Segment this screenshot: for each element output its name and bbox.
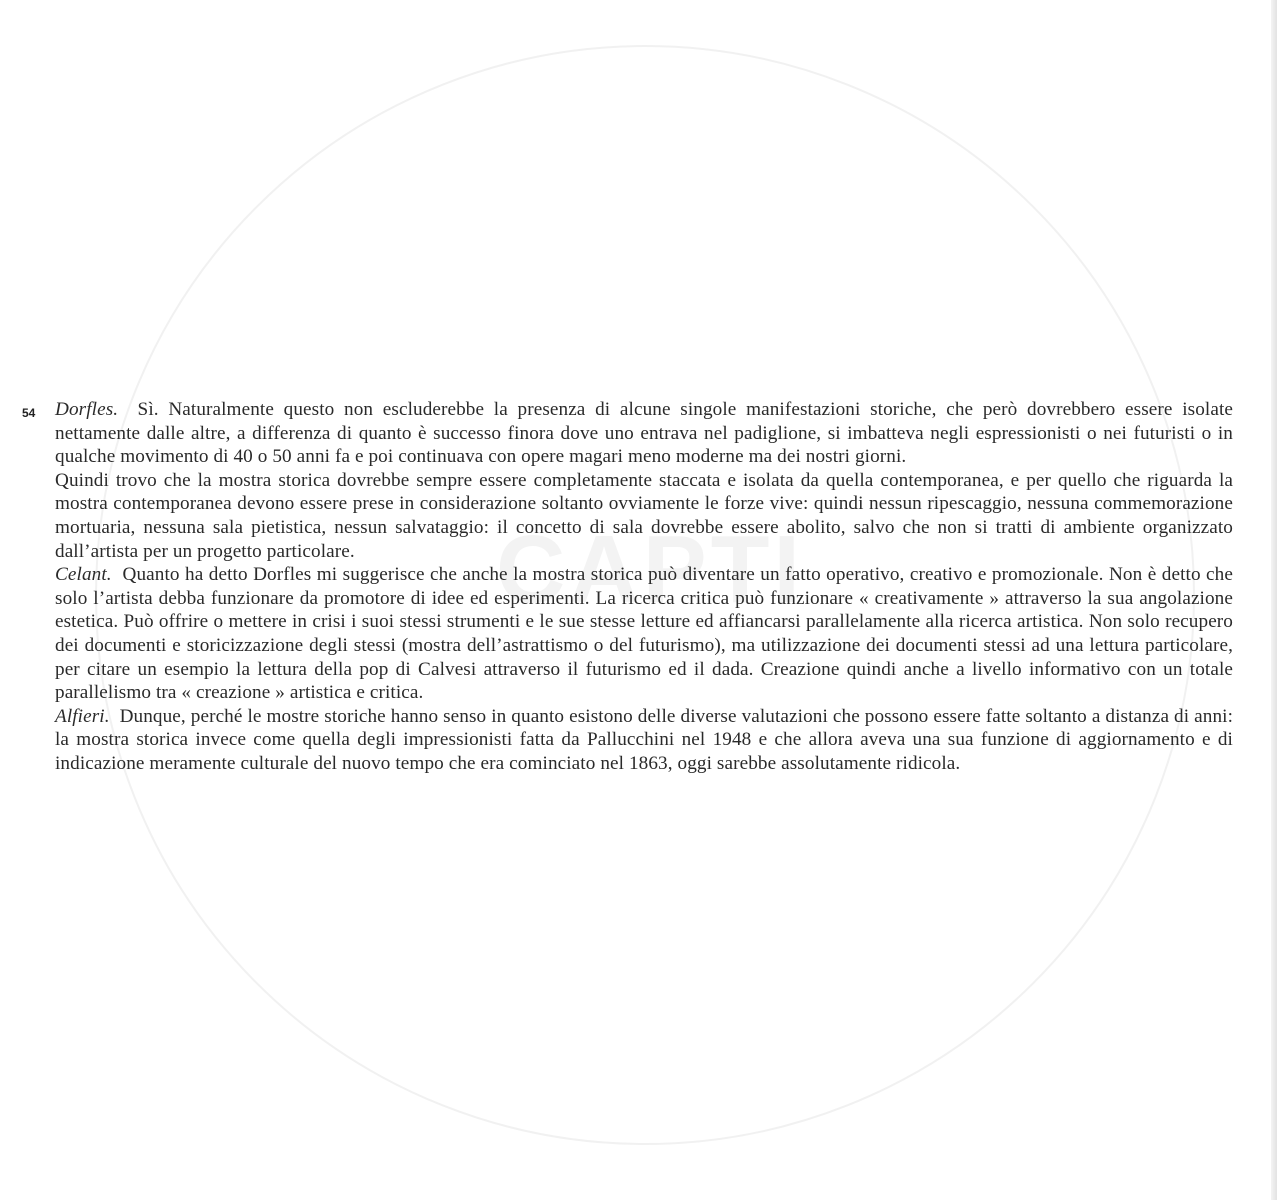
paragraph-text: Quanto ha detto Dorfles mi suggerisce che anche la mostra storica può diventare un fatto operativo, creativo e promozionale. Non è detto che solo l’artista debba funzionare da promotore di idee ed esperimenti. La ricerca critica può funzionare « creativamente » attraverso la sua angolazione estetica. Può offrire o mettere in crisi i suoi stessi strumenti e le sue stesse letture ed affiancarsi parallelamente alla ricerca artistica. Non solo recupero dei documenti e storicizzazione degli stessi (mostra dell’astrattismo o del futurismo), ma utilizzazione dei documenti stessi ad una lettura particolare, per citare un esempio la lettura della pop di Calvesi attraverso il futurismo ed il dada. Creazione quindi anche a livello informativo con un totale parallelismo tra « creazione » artistica e critica. xyxy=(55,564,1233,704)
watermark-logo: CAPTI xyxy=(496,516,804,623)
speaker-name: Dorfles. xyxy=(55,399,119,420)
interview-text xyxy=(55,398,1233,776)
speaker-name: Celant. xyxy=(55,564,112,586)
paragraph xyxy=(55,705,1233,776)
paragraph-text: Dunque, perché le mostre storiche hanno senso in quanto esistono delle diverse valutazioni che possono essere fatte soltanto a distanza di anni: la mostra storica invece come quella degli impressionisti fatta da Pallucchini nel 1948 e che allora aveva una sua funzione di aggiornamento e di indicazione meramente culturale del nuovo tempo che era cominciato nel 1863, oggi sarebbe assolutamente ridicola. xyxy=(55,705,1234,774)
page-number: 54 xyxy=(22,406,36,420)
paragraph xyxy=(55,563,1233,705)
paragraph xyxy=(55,398,1233,469)
paragraph xyxy=(55,469,1233,563)
paragraph-text: Sì. Naturalmente questo non escluderebbe la presenza di alcune singole manifestazioni storiche, che però dovrebbero essere isolate nettamente dalle altre, a differenza di quanto è successo finora dove uno entrava nel padiglione, si imbatteva negli espressionisti o nei futuristi o in qualche movimento di 40 o 50 anni fa e poi continuava con opere magari meno moderne ma dei nostri giorni. xyxy=(55,399,1234,468)
paragraph-text: Quindi trovo che la mostra storica dovrebbe sempre essere completamente staccata e isolata da quella contemporanea, e per quello che riguarda la mostra contemporanea devono essere prese in considerazione soltanto ovviamente le forze vive: quindi nessun ripescaggio, nessuna commemorazione mortuaria, nessuna sala pietistica, nessun salvataggio: il concetto di sala dovrebbe essere abolito, salvo che non si tratti di ambiente organizzato dall’artista per un progetto particolare. xyxy=(55,469,1233,562)
speaker-name: Alfieri. xyxy=(55,705,110,727)
page-edge xyxy=(1271,0,1277,1200)
